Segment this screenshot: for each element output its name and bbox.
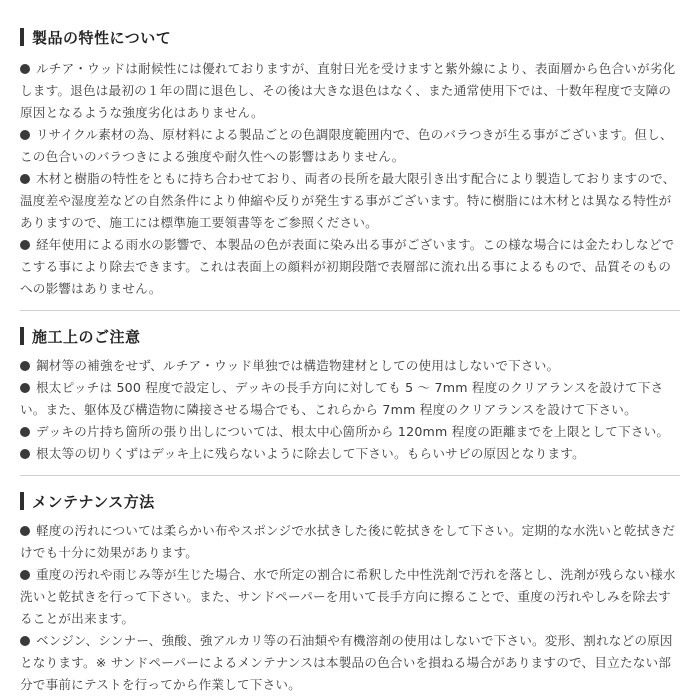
section-title: メンテナンス方法 bbox=[32, 492, 155, 511]
section-divider bbox=[20, 475, 680, 476]
list-item bbox=[20, 377, 680, 421]
item-list bbox=[20, 520, 680, 696]
list-item bbox=[20, 564, 680, 630]
section-header bbox=[20, 490, 680, 512]
item-text: 経年使用による雨水の影響で、本製品の色が表面に染み出る事がございます。この様な場合には金たわしなどでこする事により除去できます。これは表面上の顔料が初期段階で表層部に流れ出る事によるもので、品質そのものへの影響はありません。 bbox=[20, 237, 675, 296]
item-text: 重度の汚れや雨じみ等が生じた場合、水で所定の割合に希釈した中性洗剤で汚れを落とし、洗剤が残らない様水洗いと乾拭きを行って下さい。また、サンドペーパーを用いて長手方向に擦ることで、重度の汚れやしみを除去することが出来ます。 bbox=[20, 567, 676, 626]
bullet-icon bbox=[20, 383, 30, 393]
item-list bbox=[20, 355, 680, 465]
item-list bbox=[20, 58, 680, 300]
section-product-properties bbox=[20, 26, 680, 300]
bullet-icon bbox=[20, 636, 30, 646]
item-text: 木材と樹脂の特性をともに持ち合わせており、両者の長所を最大限引き出す配合により製造しておりますので、温度差や湿度差などの自然条件により伸縮や反りが発生する事がございます。特に樹脂には木材とは異なる特性がありますので、施工には標準施工要領書等をご参照ください。 bbox=[20, 171, 676, 230]
heading-bar-icon bbox=[20, 492, 24, 510]
section-title: 製品の特性について bbox=[32, 28, 172, 47]
section-title: 施工上のご注意 bbox=[32, 327, 141, 346]
item-text: 鋼材等の補強をせず、ルチア・ウッド単独では構造物建材としての使用はしないで下さい。 bbox=[36, 358, 560, 373]
section-installation-notes bbox=[20, 325, 680, 465]
bullet-icon bbox=[20, 64, 30, 74]
list-item bbox=[20, 234, 680, 300]
heading-bar-icon bbox=[20, 327, 24, 345]
section-header bbox=[20, 26, 680, 48]
item-text: デッキの片持ち箇所の張り出しについては、根太中心箇所から 120mm 程度の距離までを上限として下さい。 bbox=[36, 424, 670, 439]
bullet-icon bbox=[20, 526, 30, 536]
list-item bbox=[20, 58, 680, 124]
list-item bbox=[20, 520, 680, 564]
item-text: リサイクル素材の為、原材料による製品ごとの色調限度範囲内で、色のバラつきが生る事がございます。但し、この色合いのバラつきによる強度や耐久性への影響はありません。 bbox=[20, 127, 673, 164]
section-maintenance bbox=[20, 490, 680, 696]
bullet-icon bbox=[20, 240, 30, 250]
bullet-icon bbox=[20, 174, 30, 184]
item-text: ベンジン、シンナー、強酸、強アルカリ等の石油類や有機溶剤の使用はしないで下さい。変形、割れなどの原因となります。※ サンドペーパーによるメンテナンスは本製品の色合いを損ねる場合がありますので、目立たない部分で事前にテストを行ってから作業して下さい。 bbox=[20, 633, 673, 692]
list-item bbox=[20, 355, 680, 377]
heading-bar-icon bbox=[20, 28, 24, 46]
item-text: 根太等の切りくずはデッキ上に残らないように除去して下さい。もらいサビの原因となります。 bbox=[36, 446, 585, 461]
bullet-icon bbox=[20, 130, 30, 140]
section-header bbox=[20, 325, 680, 347]
bullet-icon bbox=[20, 427, 30, 437]
list-item bbox=[20, 630, 680, 696]
list-item bbox=[20, 443, 680, 465]
item-text: 軽度の汚れについては柔らかい布やスポンジで水拭きした後に乾拭きをして下さい。定期的な水洗いと乾拭きだけでも十分に効果があります。 bbox=[20, 523, 676, 560]
list-item bbox=[20, 168, 680, 234]
item-text: ルチア・ウッドは耐候性には優れておりますが、直射日光を受けますと紫外線により、表面層から色合いが劣化します。退色は最初の１年の間に退色し、その後は大きな退色はなく、また通常使用下では、十数年程度で支障の原因となるような強度劣化はありません。 bbox=[20, 61, 676, 120]
list-item bbox=[20, 124, 680, 168]
bullet-icon bbox=[20, 570, 30, 580]
item-text: 根太ピッチは 500 程度で設定し、デッキの長手方向に対しても 5 〜 7mm 程度のクリアランスを設けて下さい。また、躯体及び構造物に隣接させる場合でも、これらから 7mm 程度のクリアランスを設けて下さい。 bbox=[20, 380, 664, 417]
bullet-icon bbox=[20, 361, 30, 371]
section-divider bbox=[20, 310, 680, 311]
list-item bbox=[20, 421, 680, 443]
bullet-icon bbox=[20, 449, 30, 459]
